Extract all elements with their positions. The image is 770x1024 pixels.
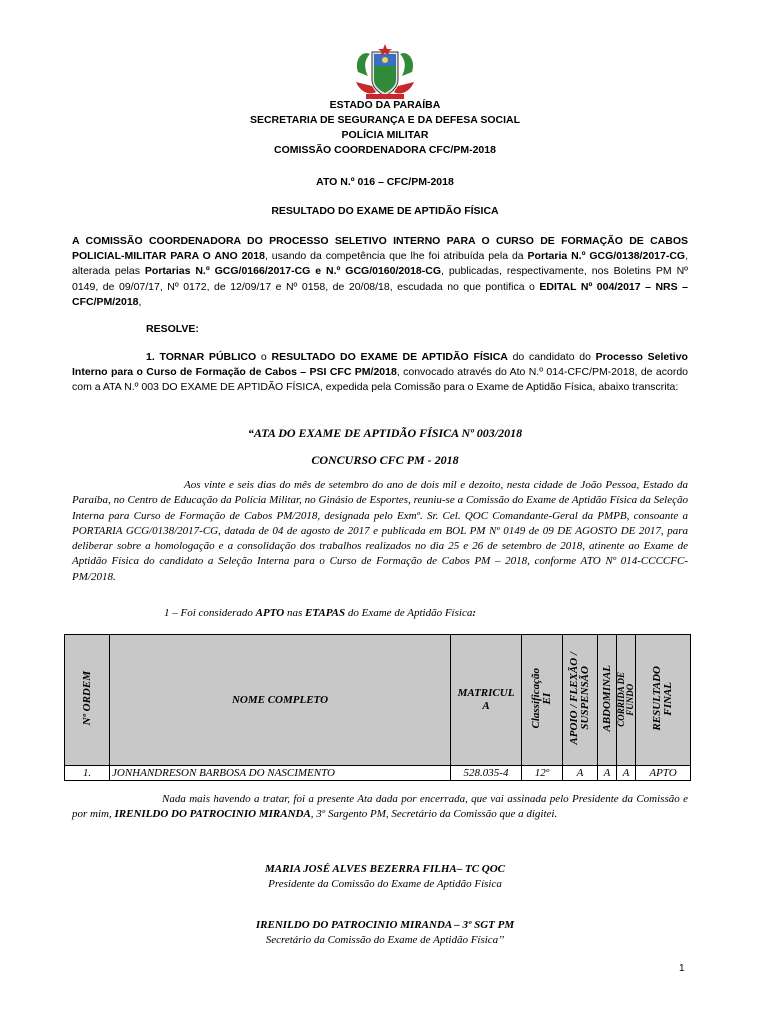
col-header-classificacao: Classificação EI	[522, 635, 563, 766]
cell-corrida: A	[617, 766, 636, 781]
intro-commission: A COMISSÃO COORDENADORA DO PROCESSO SELETIVO INTERNO PARA O CURSO DE FORMAÇÃO DE CABOS POLICIAL-MILITAR PARA O ANO 2018	[72, 235, 688, 263]
intro-portaria: Portaria N.º GCG/0138/2017-CG	[527, 250, 686, 263]
item1-result: RESULTADO DO EXAME DE APTIDÃO FÍSICA	[271, 351, 508, 363]
ata-body: Aos vinte e seis dias do mês de setembro do ano de dois mil e dezoito, nesta cidade de João Pessoa, Estado da Paraíba, no Centro de Educação da Polícia Militar, no Ginásio de Esportes, reuniu-se a Comissão do Exame de Aptidão Física da Seleção Interna para Curso de Formação de Cabos PM/2018, designada pelo Exmº. Sr. Cel. QOC Comandante-Geral da PMPB, consoante a PORTARIA GCG/0138/2017-CG, datada de 04 de agosto de 2017 e publicada em BOL PM Nº 0149 de 09 DE AGOSTO DE 2017, para deliberar sobre a homologação e a consolidação dos trabalhos realizados no dia 25 e 26 de setembro de 2018, atinente ao Exame de Aptidão Física do candidato a Seleção Interna para o Curso de Formação de Cabos PM – 2018, conforme ATO Nº 014-CCCCFC-PM/2018.	[72, 479, 688, 583]
col-header-corrida: CORRIDA DE FUNDO	[617, 635, 636, 766]
ato-title: ATO N.º 016 – CFC/PM-2018	[316, 176, 454, 188]
cell-resultado: APTO	[636, 766, 691, 781]
header-state: ESTADO DA PARAÍBA	[329, 99, 441, 111]
signature-president	[0, 862, 770, 892]
col-header-resultado: RESULTADO FINAL	[636, 635, 691, 766]
intro-edital: EDITAL Nº 004/2017 – NRS – CFC/PM/2018	[72, 280, 688, 308]
paraiba-coat-of-arms-icon	[352, 42, 418, 102]
apto-line: 1 – Foi considerado APTO nas ETAPAS do Exame de Aptidão Física:	[164, 607, 476, 619]
col-header-abdominal: ABDOMINAL	[598, 635, 617, 766]
closing-paragraph: Nada mais havendo a tratar, foi a presente Ata dada por encerrada, que vai assinada pelo Presidente da Comissão e por mim, IRENILDO DO PATROCINIO MIRANDA, 3º Sargento PM, Secretário da Comissão que a digitei.	[72, 793, 688, 821]
item1-paragraph: 1. TORNAR PÚBLICO o RESULTADO DO EXAME DE APTIDÃO FÍSICA do candidato do Processo Seletivo Interno para o Curso de Formação de Cabos – PSI CFC PM/2018, convocado através do Ato N.º 014-CFC/PM-2018, de acordo com a ATA N.º 003 DO EXAME DE APTIDÃO FÍSICA, expedida pela Comissão para o Exame de Aptidão Física, abaixo transcrita:	[72, 351, 689, 394]
table-header-row	[65, 635, 691, 766]
president-name: MARIA JOSÉ ALVES BEZERRA FILHA– TC QOC	[264, 863, 506, 875]
ata-title: “ATA DO EXAME DE APTIDÃO FÍSICA Nº 003/2018	[247, 426, 523, 440]
col-header-nome: NOME COMPLETO	[110, 635, 451, 766]
intro-paragraph: A COMISSÃO COORDENADORA DO PROCESSO SELETIVO INTERNO PARA O CURSO DE FORMAÇÃO DE CABOS POLICIAL-MILITAR PARA O ANO 2018, usando da competência que lhe foi atribuída pela da Portaria N.º GCG/0138/2017-CG, alterada pelas Portarias N.º GCG/0166/2017-CG e N.º GCG/0160/2018-CG, publicadas, respectivamente, nos Boletins PM Nº 0149, de 09/07/17, Nº 0172, de 12/09/17 e Nº 0158, de 20/08/18, escudada no que pontifica o EDITAL Nº 004/2017 – NRS – CFC/PM/2018,	[72, 235, 689, 308]
results-table	[64, 634, 691, 781]
cell-abdominal: A	[598, 766, 617, 781]
concurso-title: CONCURSO CFC PM - 2018	[311, 453, 459, 467]
cell-nome: JONHANDRESON BARBOSA DO NASCIMENTO	[110, 766, 451, 781]
header-police: POLÍCIA MILITAR	[341, 129, 429, 141]
resolve-label: RESOLVE:	[146, 323, 199, 335]
cell-classificacao: 12º	[522, 766, 563, 781]
item1-action: 1. TORNAR PÚBLICO	[146, 351, 257, 363]
header-commission: COMISSÃO COORDENADORA CFC/PM-2018	[274, 144, 496, 156]
signature-secretary	[0, 918, 770, 948]
result-title: RESULTADO DO EXAME DE APTIDÃO FÍSICA	[271, 205, 499, 217]
secretary-name: IRENILDO DO PATROCINIO MIRANDA – 3º SGT PM	[255, 919, 515, 931]
cell-ordem: 1.	[65, 766, 110, 781]
president-role: Presidente da Comissão do Exame de Aptidão Física	[268, 878, 502, 890]
cell-apoio: A	[563, 766, 598, 781]
secretary-role: Secretário da Comissão do Exame de Aptidão Física’’	[265, 934, 505, 946]
col-header-apoio: APOIO / FLEXÃO / SUSPENSÃO	[563, 635, 598, 766]
col-header-ordem: Nº ORDEM	[65, 635, 110, 766]
intro-portarias: Portarias N.º GCG/0166/2017-CG e N.º GCG/0160/2018-CG	[144, 265, 441, 278]
item1-process: Processo Seletivo Interno para o Curso de Formação de Cabos – PSI CFC PM/2018	[72, 351, 688, 379]
header-secretariat: SECRETARIA DE SEGURANÇA E DA DEFESA SOCIAL	[249, 114, 521, 126]
table-row	[65, 766, 691, 781]
closing-secretary-name: IRENILDO DO PATROCINIO MIRANDA	[114, 808, 311, 821]
col-header-matricula: MATRICUL A	[451, 635, 522, 766]
cell-matricula: 528.035-4	[451, 766, 522, 781]
page-number: 1	[679, 963, 685, 974]
